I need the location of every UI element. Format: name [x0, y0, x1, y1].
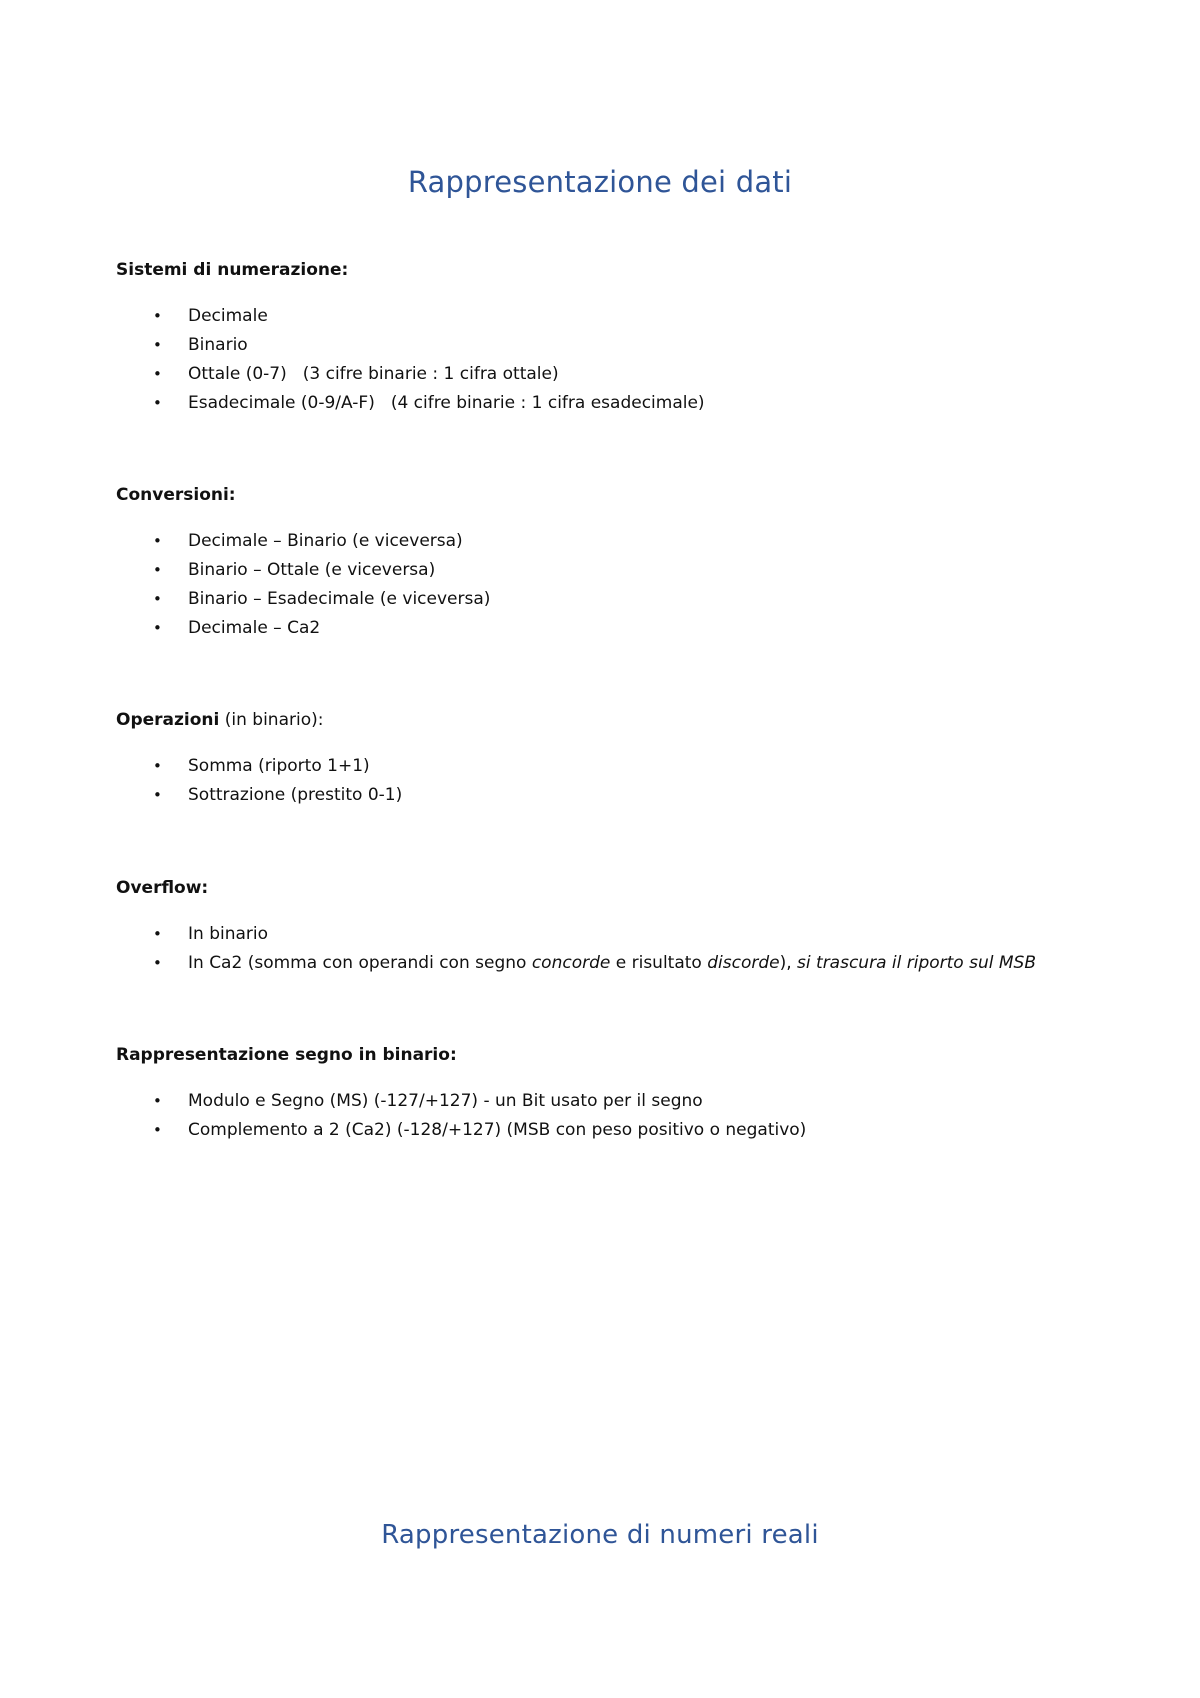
bullet-icon: •	[153, 561, 162, 579]
section-heading: Conversioni:	[116, 485, 236, 505]
bullet-list	[116, 920, 1116, 978]
section-heading: Overflow:	[116, 878, 209, 898]
section-heading: Rappresentazione segno in binario:	[116, 1045, 457, 1065]
list-item: • Decimale – Binario (e viceversa)	[116, 527, 1116, 556]
list-item: • Binario – Ottale (e viceversa)	[116, 556, 1116, 585]
list-item: • Modulo e Segno (MS) (-127/+127) - un Bit usato per il segno	[116, 1087, 1116, 1116]
bullet-icon: •	[153, 1121, 162, 1139]
bullet-list	[116, 752, 1116, 810]
bullet-list	[116, 1087, 1116, 1145]
list-item: • Sottrazione (prestito 0-1)	[116, 781, 1116, 810]
section-sistemi	[116, 260, 1116, 418]
list-item: • Somma (riporto 1+1)	[116, 752, 1116, 781]
bullet-icon: •	[153, 925, 162, 943]
bullet-icon: •	[153, 757, 162, 775]
section-conversioni	[116, 485, 1116, 643]
list-item: • In Ca2 (somma con operandi con segno concorde e risultato discorde), si trascura il riporto sul MSB	[116, 949, 1116, 978]
section-heading: Operazioni (in binario):	[116, 710, 324, 730]
section-operazioni	[116, 710, 1116, 810]
bullet-icon: •	[153, 1092, 162, 1110]
bullet-icon: •	[153, 590, 162, 608]
section-overflow	[116, 878, 1116, 978]
list-item: • Esadecimale (0-9/A-F) (4 cifre binarie : 1 cifra esadecimale)	[116, 389, 1116, 418]
bullet-icon: •	[153, 365, 162, 383]
bullet-list	[116, 302, 1116, 418]
page-title: Rappresentazione dei dati	[407, 165, 793, 199]
list-item: • Binario	[116, 331, 1116, 360]
section-segno	[116, 1045, 1116, 1145]
bullet-icon: •	[153, 619, 162, 637]
bullet-icon: •	[153, 786, 162, 804]
list-item: • Ottale (0-7) (3 cifre binarie : 1 cifra ottale)	[116, 360, 1116, 389]
list-item: • Binario – Esadecimale (e viceversa)	[116, 585, 1116, 614]
bullet-icon: •	[153, 307, 162, 325]
bullet-list	[116, 527, 1116, 643]
section-title: Rappresentazione di numeri reali	[381, 1520, 819, 1550]
bullet-icon: •	[153, 336, 162, 354]
bullet-icon: •	[153, 394, 162, 412]
list-item: • Decimale	[116, 302, 1116, 331]
list-item: • In binario	[116, 920, 1116, 949]
list-item: • Decimale – Ca2	[116, 614, 1116, 643]
bullet-icon: •	[153, 954, 162, 972]
bullet-icon: •	[153, 532, 162, 550]
section-heading: Sistemi di numerazione:	[116, 260, 349, 280]
list-item: • Complemento a 2 (Ca2) (-128/+127) (MSB con peso positivo o negativo)	[116, 1116, 1116, 1145]
